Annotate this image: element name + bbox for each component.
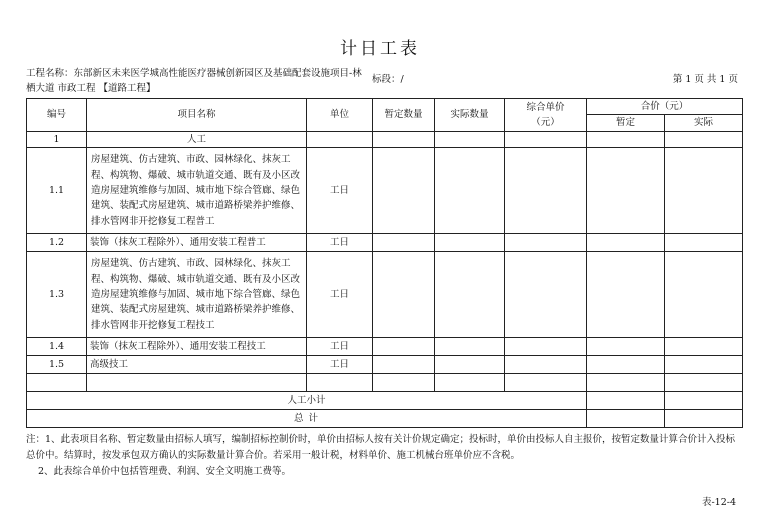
col-header-unit-price: 综合单价 （元）	[505, 99, 587, 132]
col-header-name: 项目名称	[87, 99, 307, 132]
table-row: 1.3 房屋建筑、仿古建筑、市政、园林绿化、抹灰工程、构筑物、爆破、城市轨道交通、既有及小区改造房屋建筑维修与加固、城市地下综合管廊、绿色建筑、装配式房屋建筑、城市道路桥梁养护维修、排水管网非开挖修复工程技工 工日	[27, 252, 743, 338]
page-info: 第 1 页 共 1 页	[672, 74, 738, 85]
daywork-table	[26, 98, 743, 428]
table-row: 1.4 装饰（抹灰工程除外）、通用安装工程技工 工日	[27, 338, 743, 356]
form-code: 表-12-4	[701, 497, 736, 508]
col-header-no: 编号	[27, 99, 87, 132]
col-header-provisional-qty: 暂定数量	[373, 99, 435, 132]
table-row: 1.1 房屋建筑、仿古建筑、市政、园林绿化、抹灰工程、构筑物、爆破、城市轨道交通、既有及小区改造房屋建筑维修与加固、城市地下综合管廊、绿色建筑、装配式房屋建筑、城市道路桥梁养护维修、排水管网非开挖修复工程普工 工日	[27, 148, 743, 234]
notes	[26, 432, 742, 480]
project-name: 工程名称：东部新区未来医学城高性能医疗器械创新园区及基础配套设施项目-林栖大道 市政工程 【道路工程】	[26, 68, 362, 94]
col-header-total-actual: 实际	[665, 115, 743, 131]
empty-row	[27, 374, 743, 392]
col-header-total-provisional: 暂定	[587, 115, 665, 131]
col-header-total: 合价（元）	[587, 99, 743, 115]
subtotal-row	[27, 392, 743, 410]
table-row: 1.2 装饰（抹灰工程除外）、通用安装工程普工 工日	[27, 234, 743, 252]
col-header-actual-qty: 实际数量	[435, 99, 505, 132]
col-header-unit: 单位	[307, 99, 373, 132]
note-2: 2、此表综合单价中包括管理费、利润、安全文明施工费等。	[38, 466, 292, 477]
total-label: 总 计	[27, 410, 587, 428]
header-row	[27, 99, 743, 115]
note-1: 注：1、此表项目名称、暂定数量由招标人填写，编制招标控制价时，单价由招标人按有关计价规定确定；投标时，单价由投标人自主报价，按暂定数量计算合价计入投标总价中。结算时，按发承包双方确认的实际数量计算合价。若采用一般计税，材料单价、施工机械台班单价应不含税。	[26, 434, 736, 461]
table-row: 1 人工	[27, 131, 743, 147]
total-row	[27, 410, 743, 428]
page-title: 计日工表	[340, 39, 420, 59]
subtotal-label: 人工小计	[27, 392, 587, 410]
table-row: 1.5 高级技工 工日	[27, 356, 743, 374]
bid-section: 标段：/	[372, 74, 404, 85]
